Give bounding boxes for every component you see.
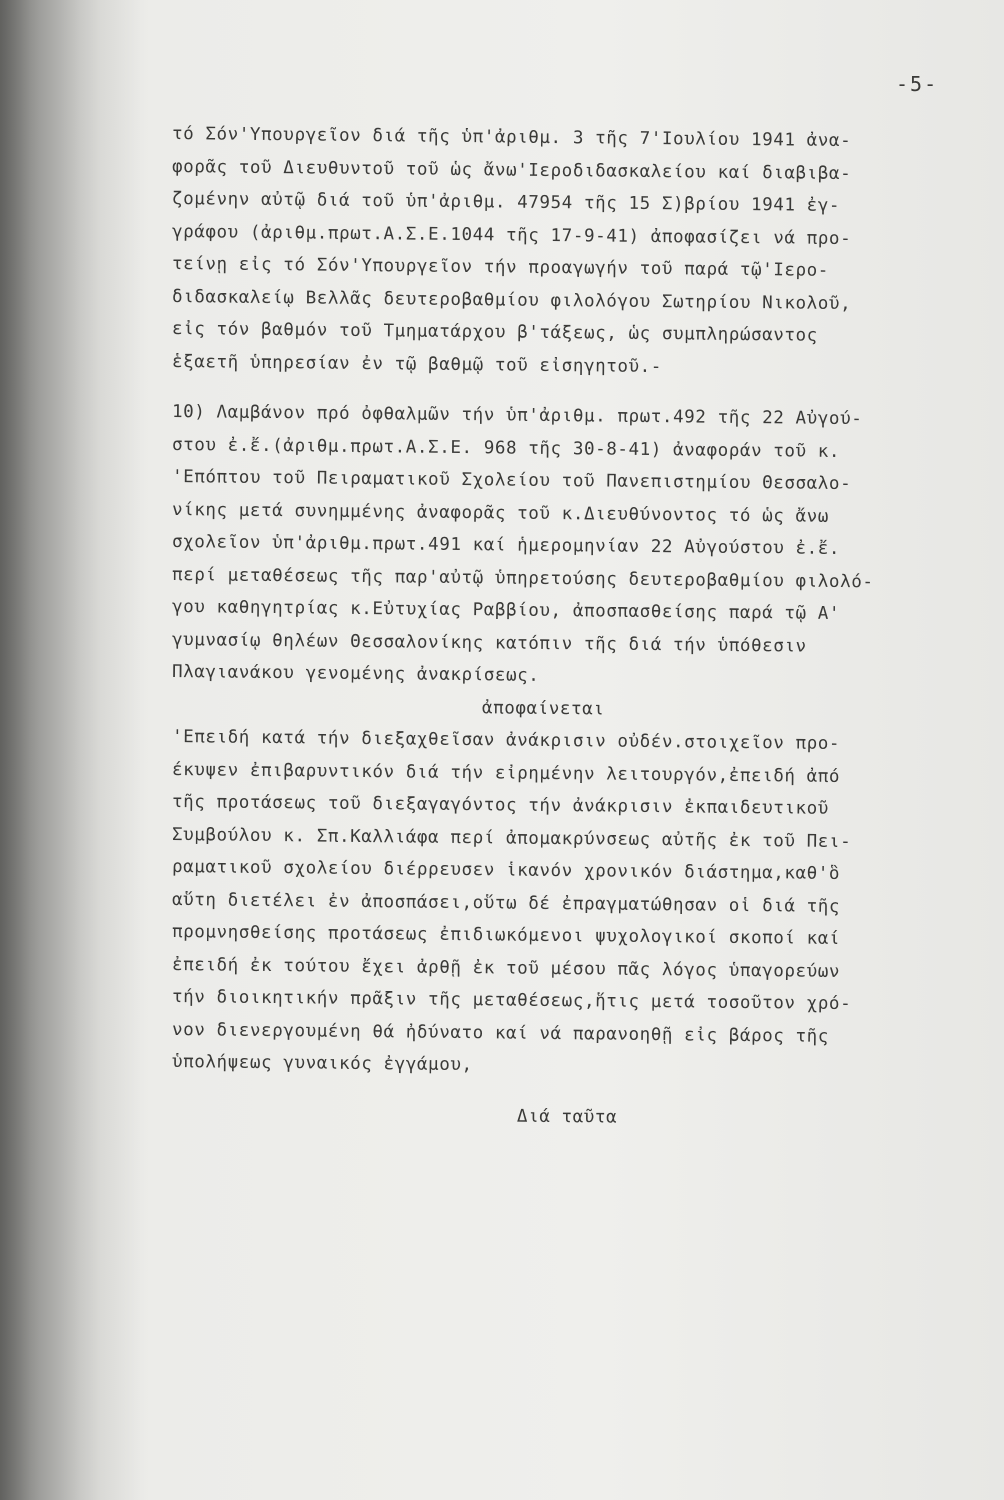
text-line: ζομένην αὐτῷ διά τοῦ ὑπ'ἀριθμ. 47954 τῆς 15 Σ)βρίου 1941 ἐγ- bbox=[171, 189, 841, 216]
text-line: 'Επόπτου τοῦ Πειραματικοῦ Σχολείου τοῦ Πανεπιστημίου Θεσσαλο- bbox=[171, 467, 852, 495]
text-line: τείνῃ εἰς τό Σόν'Υπουργεῖον τήν προαγωγήν τοῦ παρά τῷ'Ιερο- bbox=[171, 254, 830, 281]
text-line: στου ἐ.ἔ.(ἀριθμ.πρωτ.Α.Σ.Ε. 968 τῆς 30-8-41) ἀναφοράν τοῦ κ. bbox=[171, 434, 841, 462]
text-line: τό Σόν'Υπουργεῖον διά τῆς ὑπ'ἀριθμ. 3 τῆς 7'Ιουλίου 1941 ἀνα- bbox=[171, 124, 852, 152]
heading-decides: ἀποφαίνεται bbox=[481, 697, 605, 720]
text-line: φορᾶς τοῦ Διευθυντοῦ τοῦ ὡς ἄνω'Ιεροδιδασκαλείου καί διαβιβα- bbox=[171, 156, 852, 184]
text-line: τήν διοικητικήν πρᾶξιν τῆς μεταθέσεως,ἥτις μετά τοσοῦτον χρό- bbox=[171, 987, 852, 1015]
text-line: γυμνασίῳ θηλέων Θεσσαλονίκης κατόπιν τῆς διά τήν ὑπόθεσιν bbox=[171, 629, 807, 657]
text-line: σχολεῖον ὑπ'ἀριθμ.πρωτ.491 καί ἡμερομηνίαν 22 Αὐγούστου ἐ.ἔ. bbox=[171, 532, 841, 559]
text-line: 10) Λαμβάνον πρό ὀφθαλμῶν τήν ὑπ'ἀριθμ. πρωτ.492 τῆς 22 Αὐγού- bbox=[171, 402, 863, 430]
binding-shadow bbox=[0, 0, 150, 1500]
text-line: Πλαγιανάκου γενομένης ἀνακρίσεως. bbox=[171, 662, 540, 686]
text-line: γράφου (ἀριθμ.πρωτ.Α.Σ.Ε.1044 τῆς 17-9-41) ἀποφασίζει νά προ- bbox=[171, 221, 852, 249]
text-line: Συμβούλου κ. Σπ.Καλλιάφα περί ἀπομακρύνσεως αὐτῆς ἐκ τοῦ Πει- bbox=[171, 824, 852, 852]
text-line: προμνησθείσης προτάσεως ἐπιδιωκόμενοι ψυχολογικοί σκοποί καί bbox=[171, 922, 841, 949]
page-number: -5- bbox=[896, 72, 939, 96]
text-line: ἑξαετῆ ὑπηρεσίαν ἐν τῷ βαθμῷ τοῦ εἰσηγητοῦ.- bbox=[171, 351, 663, 377]
text-line: ἐπειδή ἐκ τούτου ἔχει ἀρθῇ ἐκ τοῦ μέσου πᾶς λόγος ὑπαγορεύων bbox=[171, 954, 841, 982]
text-line: αὕτη διετέλει ἐν ἀποσπάσει,οὕτω δέ ἐπραγματώθησαν οἱ διά τῆς bbox=[171, 889, 841, 917]
text-line: νον διενεργουμένη θά ἠδύνατο καί νά παρανοηθῇ εἰς βάρος τῆς bbox=[171, 1019, 830, 1047]
paragraph-2 bbox=[172, 396, 992, 689]
text-line: 'Επειδή κατά τήν διεξαχθεῖσαν ἀνάκρισιν οὐδέν.στοιχεῖον προ- bbox=[171, 727, 841, 754]
closing-phrase: Διά ταῦτα bbox=[516, 1106, 618, 1128]
text-line: ὑπολήψεως γυναικός ἐγγάμου, bbox=[171, 1052, 473, 1076]
document-body bbox=[172, 118, 992, 1129]
text-line: περί μεταθέσεως τῆς παρ'αὐτῷ ὑπηρετούσης δευτεροβαθμίου φιλολό- bbox=[171, 564, 874, 592]
text-line: νίκης μετά συνημμένης ἀναφορᾶς τοῦ κ.Διευθύνοντος τό ὡς ἄνω bbox=[171, 499, 830, 527]
text-line: ραματικοῦ σχολείου διέρρευσεν ἱκανόν χρονικόν διάστημα,καθ'ὃ bbox=[171, 857, 841, 884]
text-line: τῆς προτάσεως τοῦ διεξαγαγόντος τήν ἀνάκρισιν ἐκπαιδευτικοῦ bbox=[171, 792, 830, 819]
text-line: εἰς τόν βαθμόν τοῦ Τμηματάρχου β'τάξεως, ὡς συμπληρώσαντος bbox=[171, 319, 818, 346]
text-line: διδασκαλείῳ Βελλᾶς δευτεροβαθμίου φιλολόγου Σωτηρίου Νικολοῦ, bbox=[171, 286, 852, 314]
text-line: έκυψεν ἐπιβαρυντικόν διά τήν εἰρημένην λειτουργόν,ἐπειδή ἀπό bbox=[171, 759, 841, 787]
paragraph-1 bbox=[172, 118, 992, 378]
paragraph-3 bbox=[172, 721, 992, 1079]
text-line: γου καθηγητρίας κ.Εὐτυχίας Ραββίου, ἀποσπασθείσης παρά τῷ Α' bbox=[171, 597, 841, 624]
